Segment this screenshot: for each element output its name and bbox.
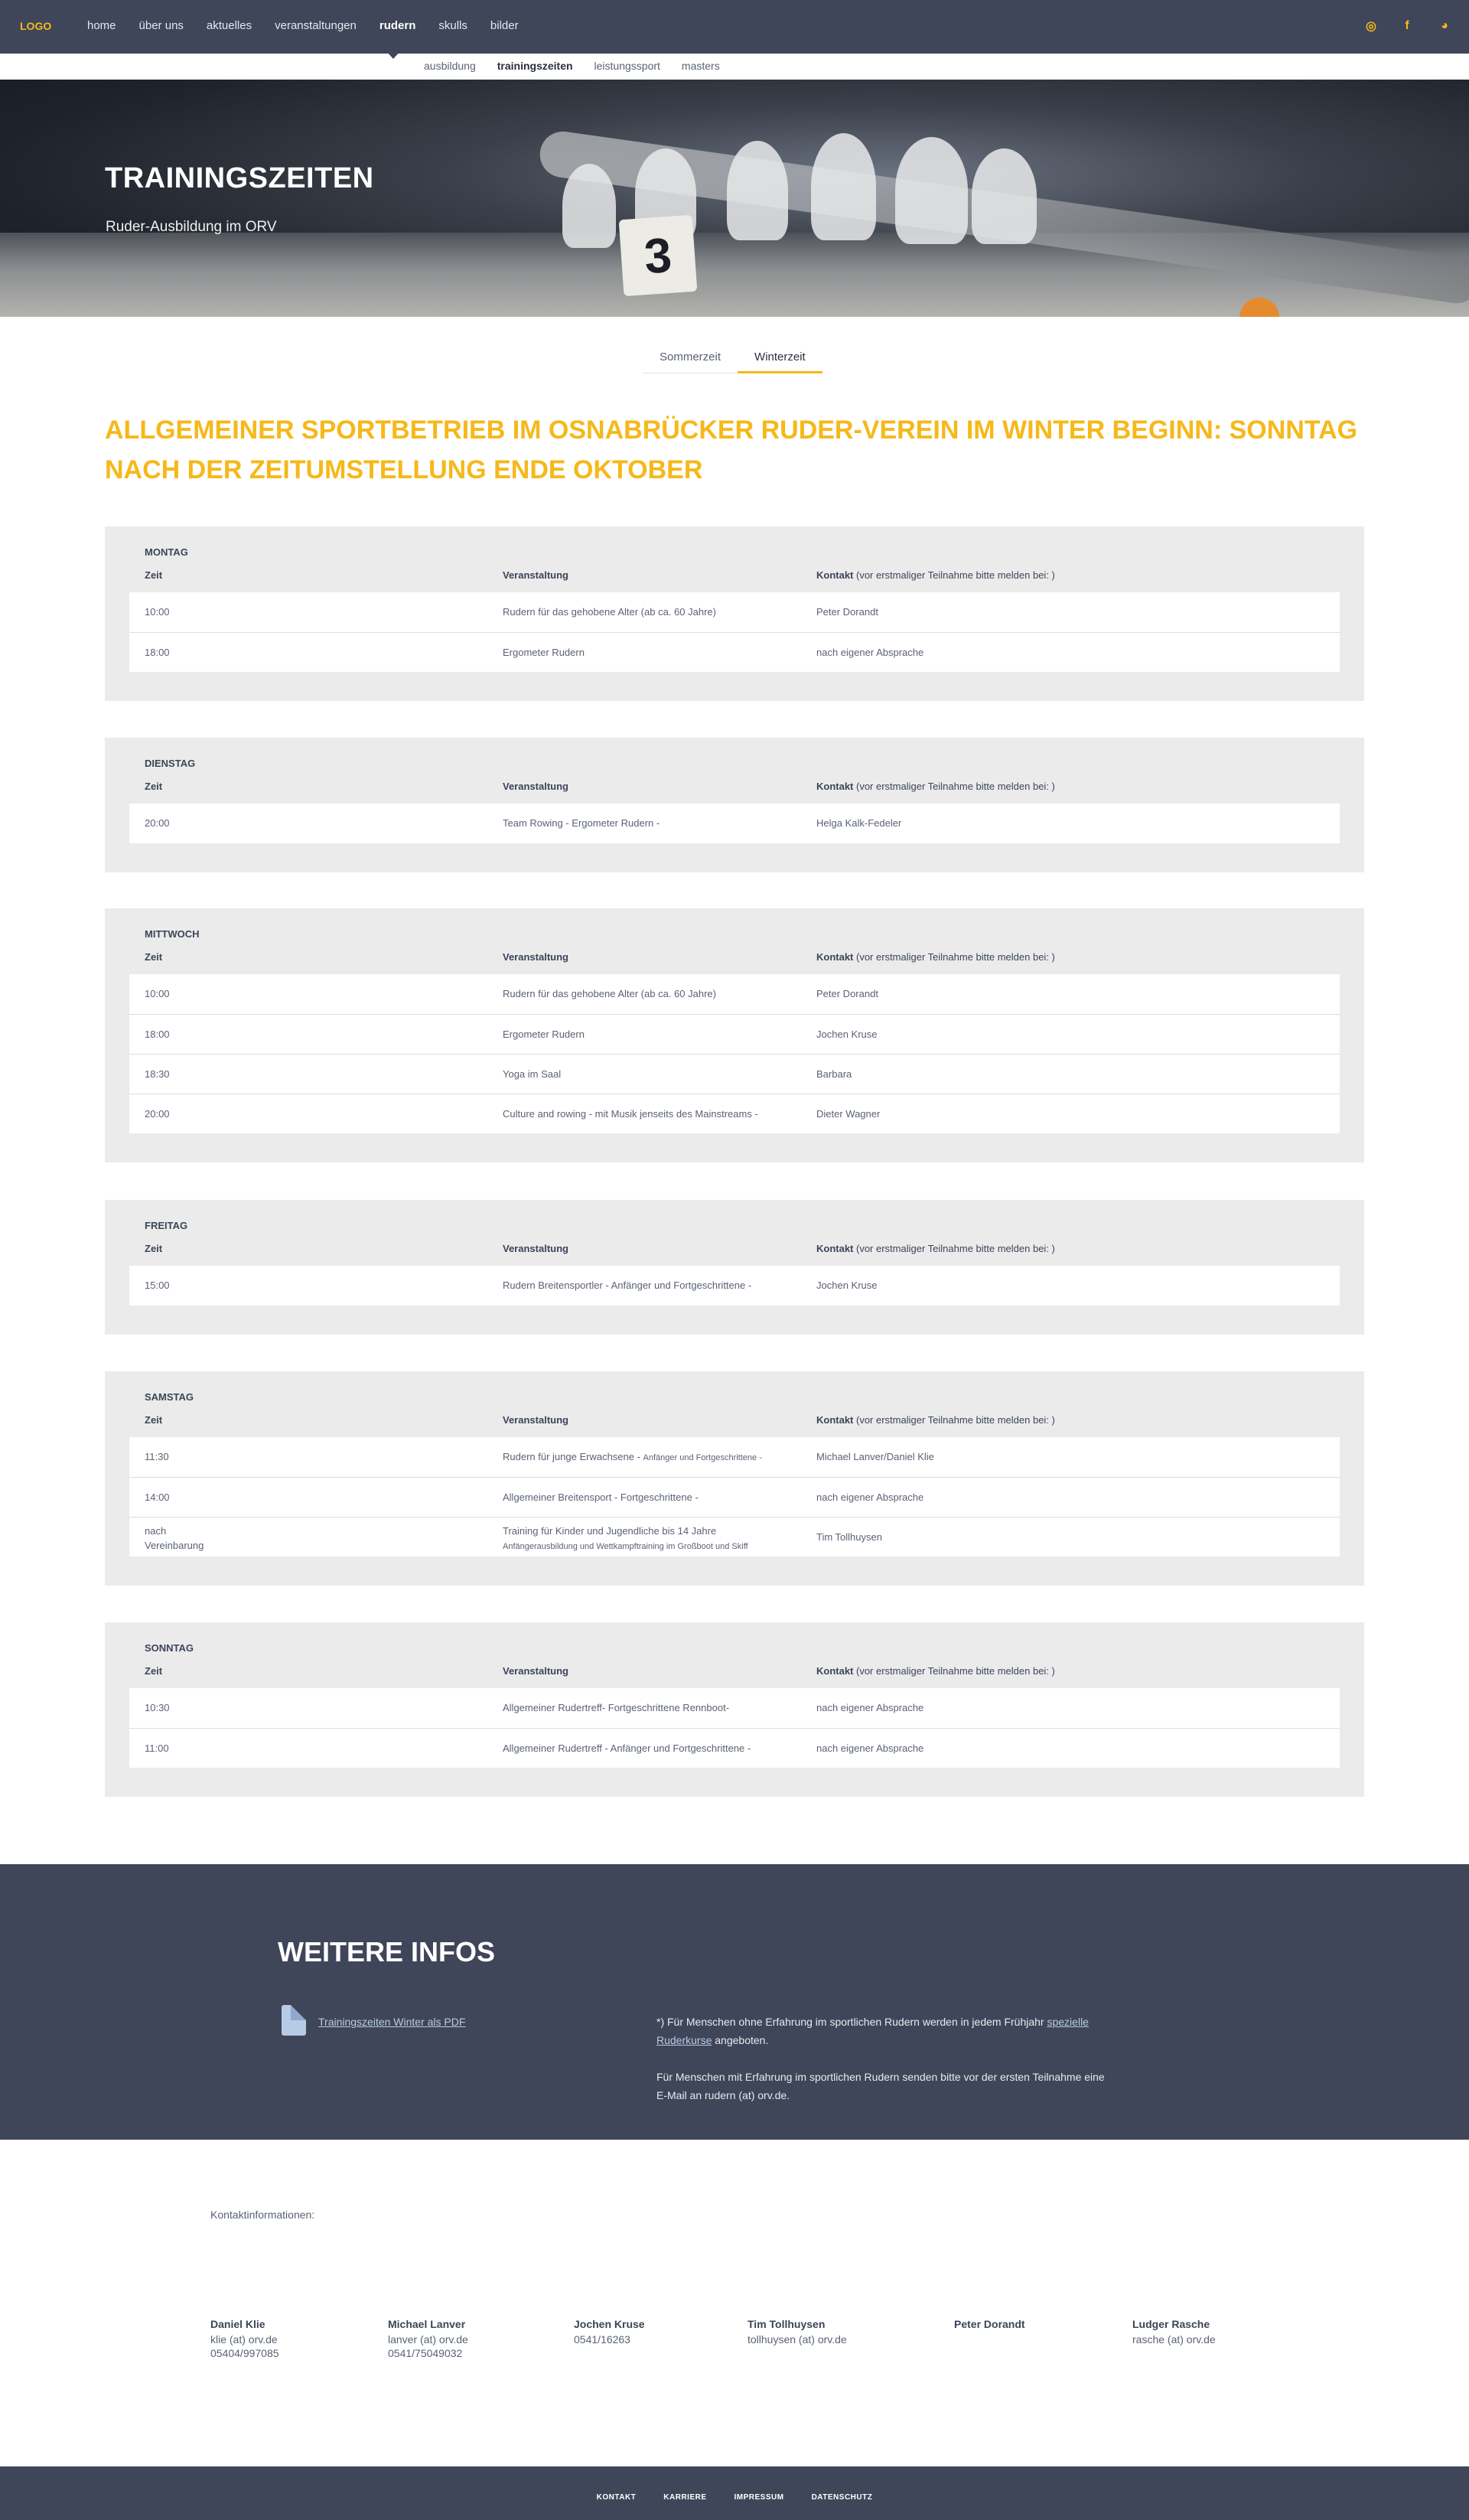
nav-item-home[interactable]: home [87, 19, 116, 32]
page-subtitle: Ruder-Ausbildung im ORV [106, 219, 277, 235]
table-row [129, 632, 1340, 672]
column-header-contact [816, 1414, 1055, 1426]
column-header-contact [816, 569, 1055, 581]
subnav-item-trainingszeiten[interactable]: trainingszeiten [497, 60, 573, 72]
contact-name: Michael Lanver [388, 2318, 466, 2330]
event-small-text: Anfänger und Fortgeschrittene - [643, 1453, 762, 1462]
column-header-event: Veranstaltung [503, 1665, 568, 1677]
column-header-time: Zeit [145, 1665, 163, 1677]
table-row [129, 1014, 1340, 1054]
cell-time [145, 1524, 204, 1553]
contact-header-note: (vor erstmaliger Teilnahme bitte melden bei: ) [853, 1665, 1055, 1677]
contact-card [1132, 2317, 1216, 2346]
cell-event [503, 1742, 751, 1754]
rowing-courses-link[interactable]: spezielle Ruderkurse [656, 2016, 1089, 2046]
more-info-section [0, 1864, 1469, 2140]
main-nav [87, 19, 542, 32]
event-text: Ergometer Rudern [503, 1029, 585, 1040]
globe-icon[interactable]: ◕ [1441, 19, 1448, 32]
cell-contact: nach eigener Absprache [816, 1491, 924, 1503]
boat-number-plate: 3 [619, 215, 698, 296]
schedule-rows [129, 1266, 1340, 1306]
top-navbar [0, 0, 1469, 54]
hero-rower [562, 164, 616, 248]
table-row [129, 1477, 1340, 1517]
table-row [129, 1517, 1340, 1557]
cell-contact: nach eigener Absprache [816, 647, 924, 658]
sub-nav [424, 60, 741, 72]
contact-header-label: Kontakt [816, 1243, 854, 1254]
cell-time: 20:00 [145, 1108, 170, 1120]
cell-contact: Peter Dorandt [816, 606, 878, 618]
contact-header-note: (vor erstmaliger Teilnahme bitte melden bei: ) [853, 1243, 1055, 1254]
info-text-post: angeboten. [712, 2034, 769, 2046]
schedule-rows [129, 1437, 1340, 1557]
facebook-icon[interactable]: f [1405, 19, 1409, 32]
contact-detail: 0541/16263 [574, 2333, 630, 2346]
cell-event [503, 988, 716, 999]
cell-contact: Tim Tollhuysen [816, 1531, 882, 1543]
nav-item-bilder[interactable]: bilder [490, 19, 519, 32]
cell-time: 18:30 [145, 1068, 170, 1080]
season-headline: ALLGEMEINER SPORTBETRIEB IM OSNABRÜCKER RUDER-VEREIN IM WINTER BEGINN: SONNTAG NACH DER ZEITUMSTELLUNG ENDE OKTOBER [105, 416, 1358, 484]
pdf-icon[interactable] [282, 2005, 306, 2036]
contact-name: Ludger Rasche [1132, 2318, 1210, 2330]
time-line: nach [145, 1525, 167, 1537]
contact-name: Daniel Klie [210, 2318, 265, 2330]
season-tabs [643, 350, 822, 373]
day-name: SAMSTAG [145, 1391, 194, 1403]
hero-rower [811, 133, 876, 240]
day-block-dienstag [105, 738, 1364, 872]
day-name: SONNTAG [145, 1642, 194, 1654]
table-row [129, 1688, 1340, 1728]
contact-detail: lanver (at) orv.de [388, 2333, 468, 2346]
contact-detail: 05404/997085 [210, 2347, 279, 2359]
contact-card [210, 2317, 279, 2360]
cell-contact: Jochen Kruse [816, 1280, 878, 1291]
table-row [129, 1266, 1340, 1306]
tab-sommerzeit[interactable]: Sommerzeit [643, 350, 738, 373]
contact-detail: 0541/75049032 [388, 2347, 463, 2359]
column-header-time: Zeit [145, 1243, 163, 1254]
event-text: Rudern für junge Erwachsene - [503, 1451, 643, 1462]
contact-header-note: (vor erstmaliger Teilnahme bitte melden bei: ) [853, 781, 1055, 792]
contact-header-label: Kontakt [816, 781, 854, 792]
site-logo[interactable]: LOGO [20, 20, 52, 32]
table-row [129, 1728, 1340, 1768]
table-row [129, 1054, 1340, 1094]
schedule-rows [129, 592, 1340, 672]
day-name: MITTWOCH [145, 928, 200, 940]
cell-event [503, 647, 585, 658]
cell-time: 11:30 [145, 1451, 169, 1462]
contact-header-label: Kontakt [816, 951, 854, 963]
subnav-item-masters[interactable]: masters [681, 60, 720, 72]
cell-time: 10:30 [145, 1702, 170, 1713]
day-block-montag [105, 526, 1364, 701]
contacts-label: Kontaktinformationen: [210, 2209, 315, 2221]
column-header-event: Veranstaltung [503, 569, 568, 581]
contact-header-note: (vor erstmaliger Teilnahme bitte melden bei: ) [853, 951, 1055, 963]
day-block-samstag [105, 1371, 1364, 1586]
time-line: Vereinbarung [145, 1540, 204, 1551]
cell-time: 10:00 [145, 988, 170, 999]
day-name: DIENSTAG [145, 758, 196, 769]
column-header-contact [816, 1665, 1055, 1677]
instagram-icon[interactable]: ◎ [1366, 20, 1376, 33]
more-info-title: WEITERE INFOS [278, 1936, 496, 1967]
table-row [129, 592, 1340, 632]
cell-time: 20:00 [145, 817, 170, 829]
nav-item-veranstaltungen[interactable]: veranstaltungen [275, 19, 357, 32]
column-header-contact [816, 781, 1055, 792]
table-row [129, 1437, 1340, 1477]
day-name: MONTAG [145, 546, 188, 558]
nav-item-ueber-uns[interactable]: über uns [138, 19, 184, 32]
contact-card [388, 2317, 468, 2360]
contact-name: Peter Dorandt [954, 2318, 1025, 2330]
hero-banner [0, 80, 1469, 317]
event-text: Allgemeiner Rudertreff - Anfänger und Fortgeschrittene - [503, 1742, 751, 1754]
cell-event [503, 1029, 585, 1040]
hero-rower [727, 141, 788, 240]
column-header-event: Veranstaltung [503, 1414, 568, 1426]
footer-link-impressum[interactable]: IMPRESSUM [734, 2493, 784, 2502]
day-block-freitag [105, 1200, 1364, 1335]
schedule-rows [129, 974, 1340, 1133]
contact-header-note: (vor erstmaliger Teilnahme bitte melden bei: ) [853, 569, 1055, 581]
cell-event [503, 1702, 729, 1713]
hero-rower [895, 137, 968, 244]
column-header-time: Zeit [145, 1414, 163, 1426]
contact-header-label: Kontakt [816, 1414, 854, 1426]
cell-contact: Helga Kalk-Fedeler [816, 817, 902, 829]
cell-event [503, 1108, 758, 1120]
table-row [129, 974, 1340, 1014]
info-paragraph-beginners [656, 2013, 1116, 2049]
cell-contact: nach eigener Absprache [816, 1742, 924, 1754]
cell-contact: Dieter Wagner [816, 1108, 881, 1120]
day-block-mittwoch [105, 908, 1364, 1162]
column-header-contact [816, 1243, 1055, 1254]
event-text: Rudern für das gehobene Alter (ab ca. 60 Jahre) [503, 606, 716, 618]
event-text: Yoga im Saal [503, 1068, 562, 1080]
page-title: TRAININGSZEITEN [105, 162, 374, 194]
event-text: Team Rowing - Ergometer Rudern - [503, 817, 660, 829]
cell-event [503, 1280, 751, 1291]
active-nav-indicator [387, 52, 399, 59]
subnav-item-ausbildung[interactable]: ausbildung [424, 60, 476, 72]
cell-event [503, 1068, 561, 1080]
cell-time: 18:00 [145, 647, 170, 658]
cell-contact: Jochen Kruse [816, 1029, 878, 1040]
nav-item-skulls[interactable]: skulls [438, 19, 467, 32]
event-text: Ergometer Rudern [503, 647, 585, 658]
footer-link-karriere[interactable]: KARRIERE [663, 2493, 707, 2502]
event-subline: Anfängerausbildung und Wettkampftraining im Großboot und Skiff [503, 1542, 748, 1551]
event-text: Allgemeiner Rudertreff- Fortgeschrittene Rennboot- [503, 1702, 730, 1713]
cell-time: 11:00 [145, 1742, 169, 1754]
nav-item-aktuelles[interactable]: aktuelles [206, 19, 252, 32]
cell-contact: Michael Lanver/Daniel Klie [816, 1451, 934, 1462]
sub-navbar [0, 54, 1469, 80]
contact-header-label: Kontakt [816, 1665, 854, 1677]
tab-winterzeit[interactable]: Winterzeit [738, 350, 822, 373]
cell-time: 10:00 [145, 606, 170, 618]
contact-card [574, 2317, 645, 2346]
day-block-sonntag [105, 1622, 1364, 1797]
cell-time: 14:00 [145, 1491, 170, 1503]
cell-contact: Barbara [816, 1068, 852, 1080]
column-header-time: Zeit [145, 951, 163, 963]
cell-event [503, 1491, 699, 1503]
pdf-download-link[interactable]: Trainingszeiten Winter als PDF [318, 2016, 466, 2028]
event-text: Rudern Breitensportler - Anfänger und Fortgeschrittene - [503, 1280, 752, 1291]
column-header-contact [816, 951, 1055, 963]
cell-event [503, 817, 660, 829]
schedule-rows [129, 804, 1340, 843]
contact-name: Tim Tollhuysen [748, 2318, 826, 2330]
day-name: FREITAG [145, 1220, 188, 1231]
contact-card [954, 2317, 1025, 2333]
cell-contact: Peter Dorandt [816, 988, 878, 999]
footer [0, 2466, 1469, 2520]
event-line: Training für Kinder und Jugendliche bis 14 Jahre [503, 1525, 717, 1537]
contact-header-label: Kontakt [816, 569, 854, 581]
table-row [129, 1094, 1340, 1133]
column-header-event: Veranstaltung [503, 781, 568, 792]
column-header-event: Veranstaltung [503, 951, 568, 963]
column-header-time: Zeit [145, 781, 163, 792]
contact-detail: klie (at) orv.de [210, 2333, 278, 2346]
cell-event [503, 1524, 748, 1554]
contact-detail: rasche (at) orv.de [1132, 2333, 1216, 2346]
table-row [129, 804, 1340, 843]
cell-contact: nach eigener Absprache [816, 1702, 924, 1713]
contact-header-note: (vor erstmaliger Teilnahme bitte melden bei: ) [853, 1414, 1055, 1426]
cell-event [503, 606, 716, 618]
event-text: Rudern für das gehobene Alter (ab ca. 60 Jahre) [503, 988, 716, 999]
info-paragraph-experienced: Für Menschen mit Erfahrung im sportlichen Rudern senden bitte vor der ersten Teilnahme eine E-Mail an rudern (at) orv.de. [656, 2071, 1105, 2101]
column-header-event: Veranstaltung [503, 1243, 568, 1254]
event-text: Culture and rowing - mit Musik jenseits des Mainstreams - [503, 1108, 758, 1120]
subnav-item-leistungssport[interactable]: leistungssport [594, 60, 660, 72]
contact-card [748, 2317, 847, 2346]
cell-event [503, 1451, 762, 1462]
contact-detail: tollhuysen (at) orv.de [748, 2333, 847, 2346]
footer-links [0, 2489, 1469, 2503]
footer-link-datenschutz[interactable]: DATENSCHUTZ [811, 2493, 873, 2502]
more-info-text [656, 2013, 1116, 2104]
cell-time: 15:00 [145, 1280, 170, 1291]
contact-name: Jochen Kruse [574, 2318, 645, 2330]
cell-time: 18:00 [145, 1029, 170, 1040]
column-header-time: Zeit [145, 569, 163, 581]
info-text-pre: *) Für Menschen ohne Erfahrung im sportlichen Rudern werden in jedem Frühjahr [656, 2016, 1047, 2028]
schedule-rows [129, 1688, 1340, 1768]
nav-item-rudern[interactable]: rudern [379, 19, 416, 32]
hero-rower [972, 148, 1037, 244]
event-text: Allgemeiner Breitensport - Fortgeschrittene - [503, 1491, 699, 1503]
footer-link-kontakt[interactable]: KONTAKT [596, 2493, 637, 2502]
